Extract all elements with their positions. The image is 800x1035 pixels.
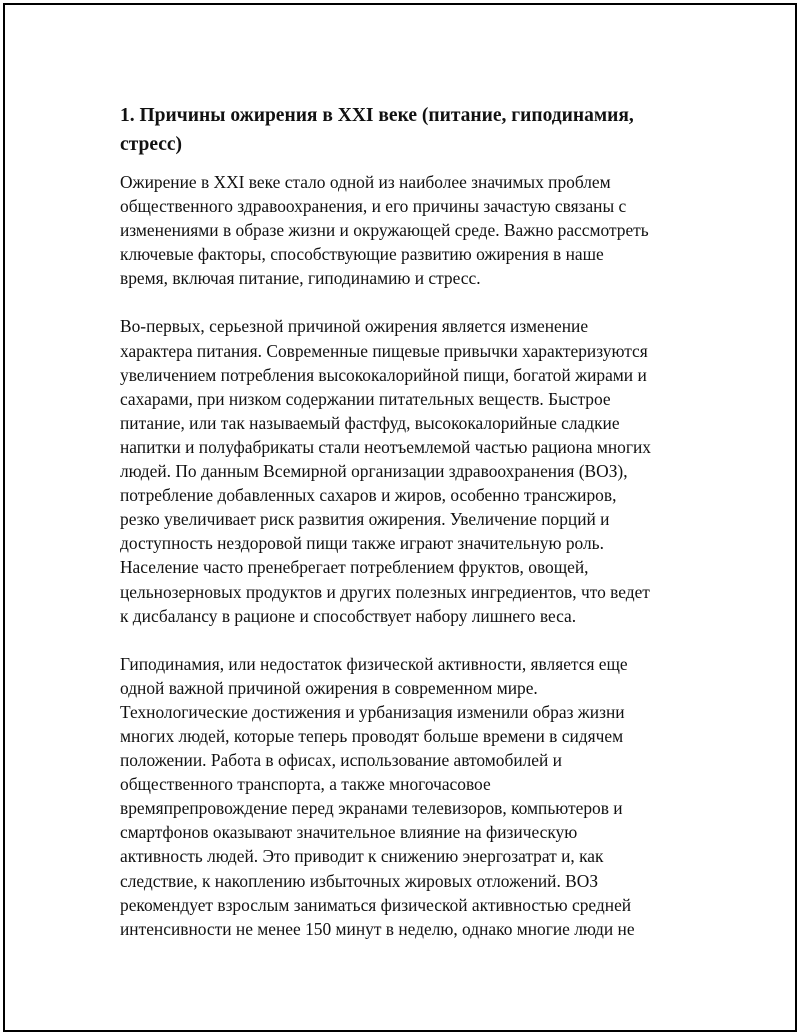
- text-line: многих людей, которые теперь проводят больше времени в сидячем: [120, 725, 624, 746]
- text-line: цельнозерновых продуктов и других полезных ингредиентов, что ведет: [120, 581, 650, 602]
- text-line: следствие, к накоплению избыточных жировых отложений. ВОЗ: [120, 870, 599, 891]
- text-line: смартфонов оказывают значительное влияние на физическую: [120, 822, 578, 843]
- heading-line: стресс): [120, 134, 183, 155]
- text-line: времяпрепровождение перед экранами телевизоров, компьютеров и: [120, 798, 623, 819]
- text-line: рекомендует взрослым заниматься физической активностью средней: [120, 894, 632, 915]
- text-line: Население часто пренебрегает потреблением фруктов, овощей,: [120, 557, 589, 578]
- heading-line: 1. Причины ожирения в XXI веке (питание, гиподинамия,: [120, 105, 634, 126]
- text-line: напитки и полуфабрикаты стали неотъемлемой частью рациона многих: [120, 436, 651, 457]
- paragraph-nutrition: [120, 314, 700, 627]
- paragraph-hypodynamia: [120, 652, 700, 941]
- text-line: одной важной причиной ожирения в современном мире.: [120, 677, 538, 698]
- text-line: Гиподинамия, или недостаток физической активности, является еще: [120, 653, 628, 674]
- text-line: общественного здравоохранения, и его причины зачастую связаны с: [120, 196, 627, 217]
- section-heading: [120, 101, 700, 159]
- document-page: [3, 3, 797, 1032]
- text-line: Ожирение в XXI веке стало одной из наиболее значимых проблем: [120, 172, 611, 192]
- text-line: сахарами, при низком содержании питательных веществ. Быстрое: [120, 388, 611, 409]
- text-line: потребление добавленных сахаров и жиров, особенно трансжиров,: [120, 485, 617, 506]
- text-line: увеличением потребления высококалорийной пищи, богатой жирами и: [120, 364, 647, 385]
- text-line: характера питания. Современные пищевые привычки характеризуются: [120, 340, 648, 361]
- text-line: интенсивности не менее 150 минут в неделю, однако многие люди не: [120, 918, 635, 939]
- text-line: время, включая питание, гиподинамию и стресс.: [120, 268, 481, 289]
- document-content: [120, 101, 700, 965]
- paragraph-intro: [120, 170, 700, 290]
- text-line: питание, или так называемый фастфуд, высококалорийные сладкие: [120, 412, 620, 433]
- text-line: людей. По данным Всемирной организации здравоохранения (ВОЗ),: [120, 461, 628, 482]
- text-line: ключевые факторы, способствующие развитию ожирения в наше: [120, 244, 604, 265]
- text-line: Технологические достижения и урбанизация изменили образ жизни: [120, 701, 625, 722]
- text-line: активность людей. Это приводит к снижению энергозатрат и, как: [120, 846, 604, 867]
- text-line: резко увеличивает риск развития ожирения. Увеличение порций и: [120, 509, 610, 530]
- text-line: доступность нездоровой пищи также играют значительную роль.: [120, 533, 604, 554]
- text-line: к дисбалансу в рационе и способствует набору лишнего веса.: [120, 605, 577, 626]
- text-line: общественного транспорта, а также многочасовое: [120, 774, 491, 795]
- text-line: положении. Работа в офисах, использование автомобилей и: [120, 750, 562, 771]
- text-line: изменениями в образе жизни и окружающей среде. Важно рассмотреть: [120, 220, 649, 241]
- text-line: Во-первых, серьезной причиной ожирения является изменение: [120, 316, 589, 337]
